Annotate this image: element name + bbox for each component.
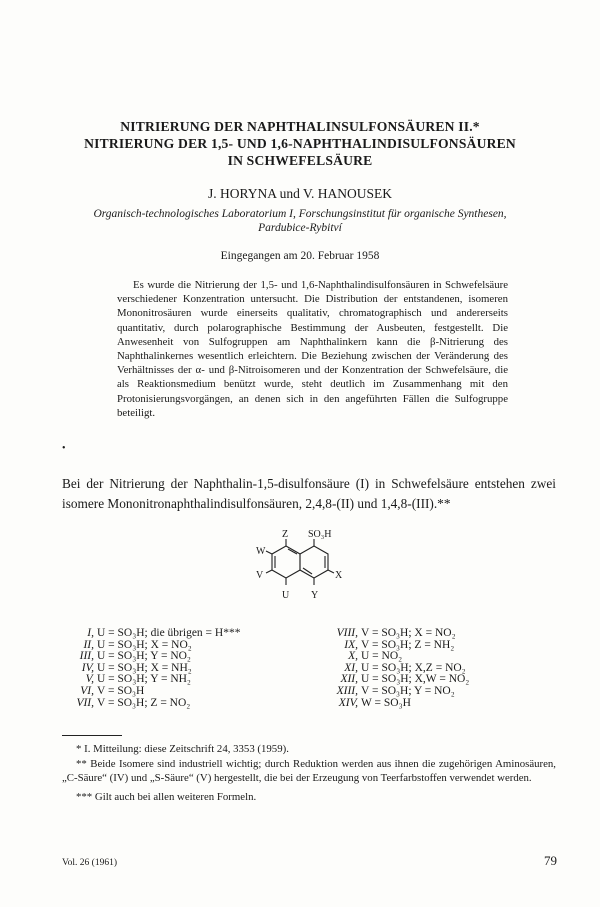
authors: J. HORYNA und V. HANOUSEK <box>207 186 393 201</box>
abstract: Es wurde die Nitrierung der 1,5- und 1,6-Naphthalindisulfonsäuren in Schwefelsäure verschiedener Konzentration untersucht. Die Distribution der entstandenen, isomeren Mononitrosäuren wurde einerseits qualitativ, chromatographisch und andererseits quantitativ, durch polarographische Bestimmung der Ausbeuten, festgestellt. Die Anwesenheit von Sulfogruppen am Naphthalinkern kann die β-Nitrierung des Naphthalinkernes wesentlich erleichtern. Die Beziehung zwischen der Veränderung des Verhältnisses der α- und β-Nitroisomeren und der Konzentration der Schwefelsäure, die als Reaktionsmedium benützt wurde, steht deutlich im Zusammenhang mit den Protonisierungsvorgängen, an denen sich in den angeführten Fällen die Sulfogruppe beteiligt. <box>117 279 508 419</box>
footnote-2: ** Beide Isomere sind industriell wichtig; durch Reduktion werden aus ihnen die zugehörigen Aminosäuren, „C-Säure“ (IV) und „S-Säure“ (V) hergestellt, die bei der Erzeugung von Teerfarbstoffen verwendet werden. <box>62 757 556 784</box>
affiliation-line-2: Pardubice-Rybitví <box>258 222 342 234</box>
compound-substituents: U = SO₃H; X,Z = NO₂ <box>361 661 466 674</box>
compound-number: VII, <box>76 696 94 709</box>
compound-number: XI, <box>344 661 358 674</box>
compound-number: IX, <box>344 638 358 651</box>
journal-volume: Vol. 26 (1961) <box>62 858 117 868</box>
compound-number: I, <box>87 627 94 639</box>
compound-substituents: W = SO₃H <box>361 696 411 709</box>
naphthalene-structure <box>240 528 360 628</box>
page-number: 79 <box>544 853 557 868</box>
compound-substituents: U = SO₃H; die übrigen = H*** <box>97 627 241 639</box>
label-z: Z <box>282 529 289 540</box>
affiliation-line-1: Organisch-technologisches Laboratorium I, Forschungsinstitut für organische Synthesen, <box>93 208 507 220</box>
compound-substituents: V = SO₃H; Z = NO₂ <box>97 696 191 709</box>
title-line-1: NITRIERUNG DER NAPHTHALINSULFONSÄUREN II.* <box>120 119 480 134</box>
compound-number: X, <box>348 650 358 663</box>
title-line-3: IN SCHWEFELSÄURE <box>227 153 373 168</box>
title-line-2: NITRIERUNG DER 1,5- UND 1,6-NAPHTHALINDISULFONSÄUREN <box>84 136 516 151</box>
affiliation <box>60 207 540 235</box>
label-u: U <box>282 590 290 601</box>
footnote-divider <box>62 735 122 736</box>
label-w: W <box>256 546 266 557</box>
compound-number: XIII, <box>336 684 358 697</box>
compound-substituents: V = SO₃H; X = NO₂ <box>361 627 456 639</box>
compound-substituents: U = SO₃H; Y = NO₂ <box>97 650 191 663</box>
footnotes <box>62 742 556 804</box>
compound-number: IV, <box>81 661 94 674</box>
label-so3h: SO₃H <box>308 529 332 540</box>
label-v: V <box>256 570 264 581</box>
compound-number: V, <box>85 673 94 686</box>
compound-substituents: U = SO₃H; X = NO₂ <box>97 638 192 651</box>
footnote-1: * I. Mitteilung: diese Zeitschrift 24, 3353 (1959). <box>76 743 289 755</box>
legend-row <box>332 698 469 710</box>
compound-substituents: U = NO₂ <box>361 650 403 663</box>
compound-substituents: V = SO₃H; Z = NH₂ <box>361 638 455 651</box>
legend-row <box>68 698 240 710</box>
compound-substituents: U = SO₃H; Y = NH₂ <box>97 673 191 686</box>
label-x: X <box>335 570 343 581</box>
compound-substituents: U = SO₃H; X,W = NO₂ <box>361 673 470 686</box>
footnote-3: *** Gilt auch bei allen weiteren Formeln. <box>76 790 257 803</box>
compound-substituents: U = SO₃H; X = NH₂ <box>97 661 192 674</box>
compound-number: XIV, <box>338 696 358 709</box>
compound-number: XII, <box>340 673 358 686</box>
naphthalene-rings <box>266 539 334 585</box>
body-paragraph: Bei der Nitrierung der Naphthalin-1,5-disulfonsäure (I) in Schwefelsäure entstehen zwei isomere Mononitronaphthalindisulfonsäuren, 2,4,8-(II) und 1,4,8-(III).** <box>62 476 556 511</box>
margin-dot: • <box>62 443 66 454</box>
compound-number: III, <box>79 650 94 663</box>
compound-number: VI, <box>80 684 94 697</box>
legend-left <box>68 628 240 709</box>
received-date: Eingegangen am 20. Februar 1958 <box>220 250 380 262</box>
compound-number: VIII, <box>336 627 358 639</box>
compound-number: II, <box>83 638 94 651</box>
legend-right <box>332 628 469 709</box>
compound-substituents: V = SO₃H <box>97 684 145 697</box>
label-y: Y <box>311 590 319 601</box>
compound-substituents: V = SO₃H; Y = NO₂ <box>361 684 455 697</box>
